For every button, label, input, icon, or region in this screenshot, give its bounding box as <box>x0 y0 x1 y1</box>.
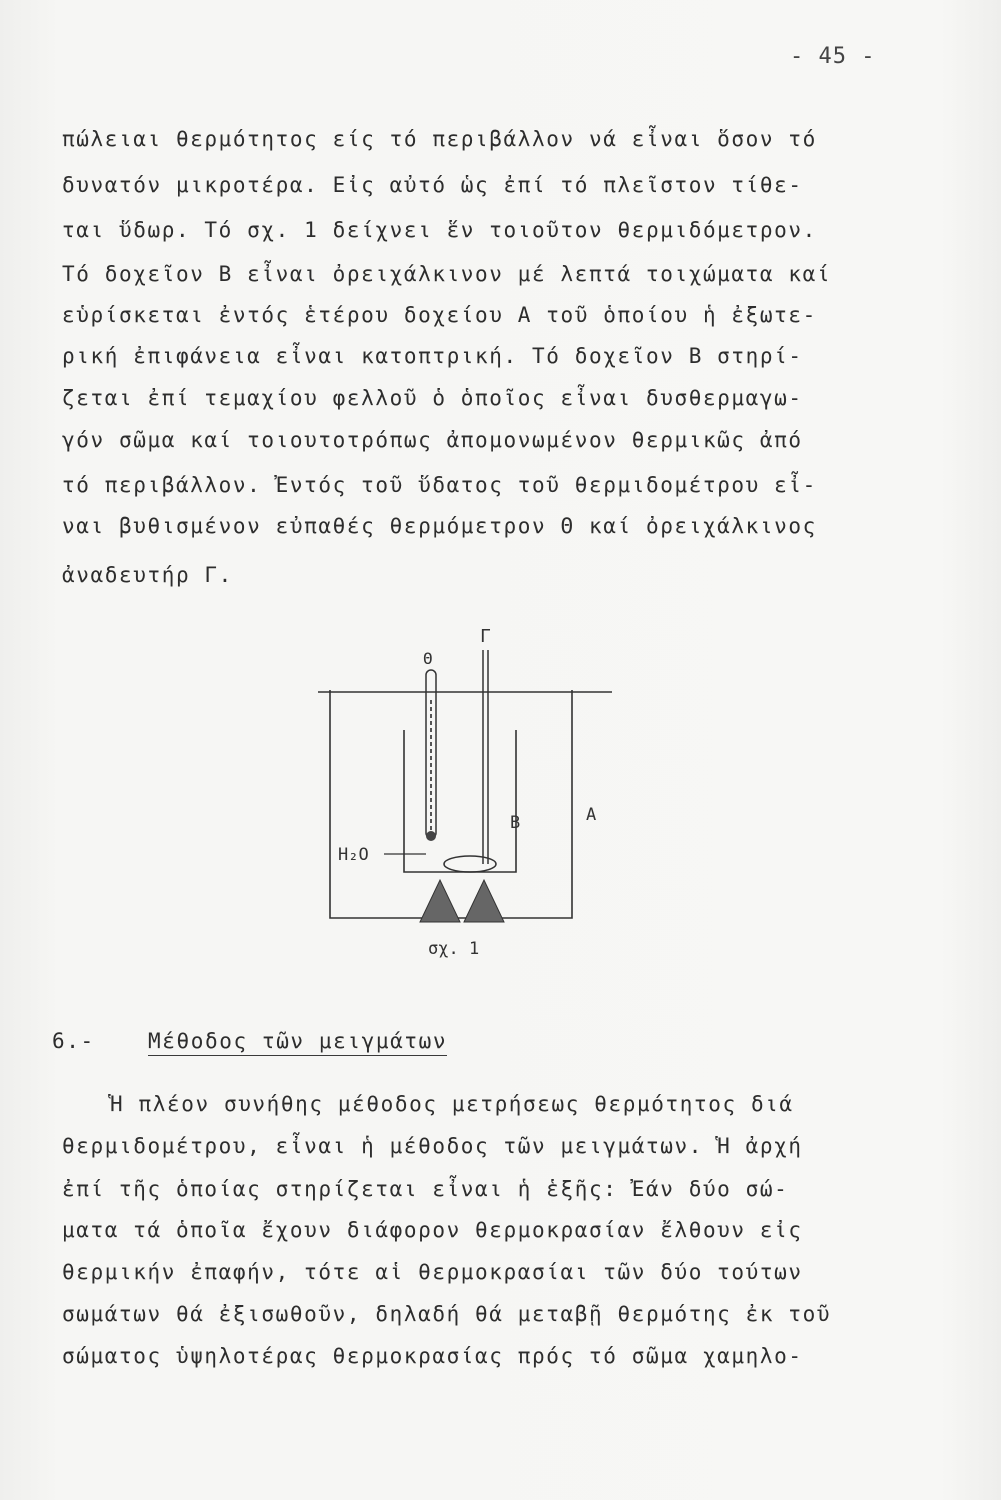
water-label: H₂O <box>338 845 369 865</box>
text-line: Τό δοχεῖον Β εἶναι ὀρειχάλκινον μέ λεπτά τοιχώματα καί <box>62 262 832 286</box>
text-line: ται ὕδωρ. Τό σχ. 1 δείχνει ἕν τοιοῦτον θερμιδόμετρον. <box>62 218 817 242</box>
outer-container-a <box>330 690 572 918</box>
page-number: - 45 - <box>790 44 876 69</box>
text-line: ζεται ἐπί τεμαχίου φελλοῦ ὁ ὁποῖος εἶναι δυσθερμαγω- <box>62 386 803 410</box>
calorimeter-figure <box>300 620 620 960</box>
text-line: θερμικήν ἐπαφήν, τότε αἱ θερμοκρασίαι τῶν δύο τούτων <box>62 1260 803 1284</box>
figure-caption: σχ. 1 <box>428 939 480 959</box>
text-line: θερμιδομέτρου, εἶναι ἡ μέθοδος τῶν μειγμάτων. Ἡ ἀρχή <box>62 1134 803 1158</box>
text-line: ἐπί τῆς ὁποίας στηρίζεται εἶναι ἡ ἑξῆς: Ἐάν δύο σώ- <box>62 1177 789 1201</box>
text-line: Ἡ πλέον συνήθης μέθοδος μετρήσεως θερμότητος διά <box>110 1092 794 1116</box>
section-number: 6.- <box>52 1029 95 1053</box>
text-line: ἀναδευτήρ Γ. <box>62 563 233 587</box>
thermometer-label: Θ <box>423 649 433 668</box>
text-line: ματα τά ὁποῖα ἔχουν διάφορον θερμοκρασίαν ἔλθουν εἰς <box>62 1218 803 1242</box>
outer-label: Α <box>586 805 597 825</box>
text-line: γόν σῶμα καί τοιουτοτρόπως ἀπομονωμένον θερμικῶς ἀπό <box>62 428 803 452</box>
inner-container-b <box>404 730 516 872</box>
cork-support-left <box>420 880 460 922</box>
stirrer-label: Γ <box>480 626 491 647</box>
text-line: ναι βυθισμένον εὐπαθές θερμόμετρον Θ καί ὀρειχάλκινος <box>62 514 817 538</box>
text-line: τό περιβάλλον. Ἐντός τοῦ ὕδατος τοῦ θερμιδομέτρου εἶ- <box>62 473 817 497</box>
text-line: δυνατόν μικροτέρα. Εἰς αὐτό ὡς ἐπί τό πλεῖστον τίθε- <box>62 173 803 197</box>
section-title: Μέθοδος τῶν μειγμάτων <box>148 1029 447 1056</box>
text-line: σώματος ὑψηλοτέρας θερμοκρασίας πρός τό σῶμα χαμηλο- <box>62 1344 803 1368</box>
text-line: ρική ἐπιφάνεια εἶναι κατοπτρική. Τό δοχεῖον Β στηρί- <box>62 344 803 368</box>
text-line: εὑρίσκεται ἐντός ἑτέρου δοχείου Α τοῦ ὁποίου ἡ ἐξωτε- <box>62 303 817 327</box>
cork-support-right <box>464 880 504 922</box>
inner-label: Β <box>510 813 521 833</box>
text-line: σωμάτων θά ἐξισωθοῦν, δηλαδή θά μεταβῇ θερμότης ἐκ τοῦ <box>62 1302 832 1326</box>
text-line: πώλειαι θερμότητος είς τό περιβάλλον νά εἶναι ὅσον τό <box>62 127 817 151</box>
